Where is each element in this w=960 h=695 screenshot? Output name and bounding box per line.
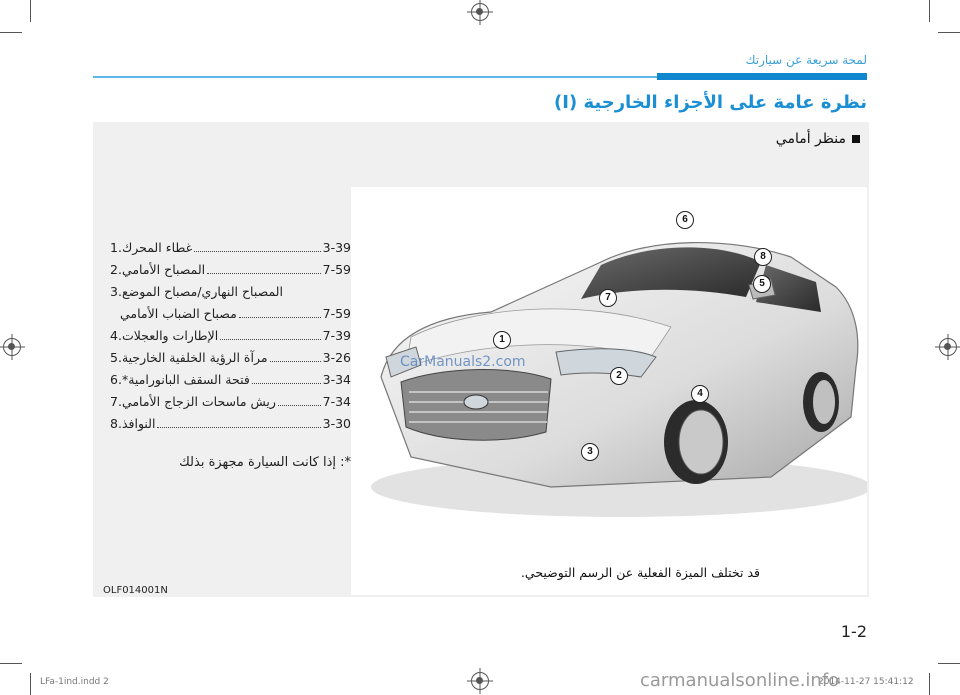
toc-row: .7 ريش ماسحات الزجاج الأمامي 7-34 xyxy=(110,394,351,409)
registration-mark-icon xyxy=(471,672,489,690)
parts-index-list xyxy=(106,240,351,438)
brand-watermark: carmanualsonline.info xyxy=(640,670,840,691)
toc-row: .4 الإطارات والعجلات 7-39 xyxy=(110,328,351,343)
callout-5: 5 xyxy=(753,275,771,293)
panel-heading: منظر أمامي xyxy=(776,131,860,147)
crop-mark xyxy=(938,663,960,664)
crop-mark xyxy=(0,32,22,33)
crop-mark xyxy=(929,673,930,695)
toc-row: .8 النوافذ 3-30 xyxy=(110,416,351,431)
callout-4: 4 xyxy=(691,385,709,403)
running-header: لمحة سريعة عن سيارتك xyxy=(745,53,867,67)
print-footer-file: LFa-1ind.indd 2 xyxy=(40,677,109,687)
image-code: OLF014001N xyxy=(103,585,168,596)
callout-8: 8 xyxy=(754,248,772,266)
toc-row: .5 مرآة الرؤية الخلفية الخارجية 3-26 xyxy=(110,350,351,365)
print-footer-stamp: 2014-11-27 15:41:12 xyxy=(818,677,914,687)
car-illustration-svg xyxy=(351,187,867,595)
figure-caption: قد تختلف الميزة الفعلية عن الرسم التوضيحي. xyxy=(520,565,760,580)
callout-3: 3 xyxy=(581,443,599,461)
crop-mark xyxy=(0,663,22,664)
toc-row: مصباح الضباب الأمامي 7-59 xyxy=(120,306,351,321)
bullet-square-icon xyxy=(852,135,860,143)
crop-mark xyxy=(929,0,930,22)
crop-mark xyxy=(30,0,31,22)
registration-mark-icon xyxy=(3,338,21,356)
callout-1: 1 xyxy=(493,331,511,349)
section-title: نظرة عامة على الأجزاء الخارجية (I) xyxy=(554,92,867,113)
crop-mark xyxy=(30,673,31,695)
header-rule-tab xyxy=(657,73,867,80)
callout-7: 7 xyxy=(599,289,617,307)
toc-row: .2 المصباح الأمامي 7-59 xyxy=(110,262,351,277)
registration-mark-icon xyxy=(939,338,957,356)
site-watermark: CarManuals2.com xyxy=(400,354,526,370)
registration-mark-icon xyxy=(471,3,489,21)
page-number: 1-2 xyxy=(840,622,867,641)
toc-row: .3 المصباح النهاري/مصباح الموضع xyxy=(110,284,283,299)
car-front-illustration xyxy=(351,187,867,595)
toc-row: .1 غطاء المحرك 3-39 xyxy=(110,240,351,255)
callout-2: 2 xyxy=(610,367,628,385)
toc-row: .6 فتحة السقف البانورامية* 3-34 xyxy=(110,372,351,387)
crop-mark xyxy=(938,32,960,33)
footnote: *: إذا كانت السيارة مجهزة بذلك xyxy=(179,455,351,470)
callout-6: 6 xyxy=(676,211,694,229)
